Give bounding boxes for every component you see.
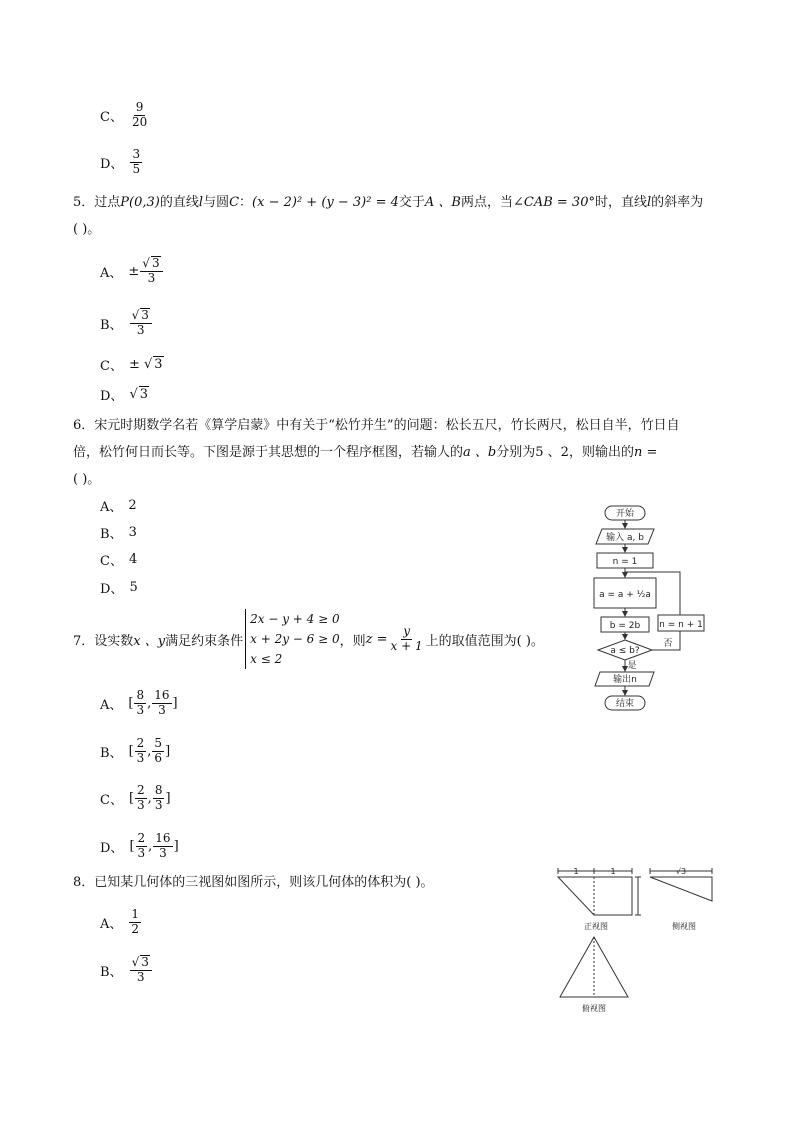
- q6-option-c[interactable]: C、 4: [100, 551, 138, 569]
- front-view-caption: 正视图: [584, 922, 608, 931]
- q5-option-a[interactable]: A、 ± $\frac{√ 3}{3}$: [100, 251, 164, 291]
- front-view-shape: [558, 877, 632, 915]
- flowchart-diagram: [572, 500, 712, 715]
- q7-option-d[interactable]: D、 [ $\frac{2}{3}$ , $\frac{16}{3}$ ]: [100, 830, 179, 860]
- q4-option-c[interactable]: [100, 95, 150, 135]
- fraction: $\frac{9}{20}$: [131, 99, 148, 129]
- dimension-label: 1: [573, 867, 579, 876]
- q4-option-d[interactable]: [100, 142, 143, 182]
- flow-input-text: 输入 a, b: [606, 533, 644, 543]
- q8-option-b[interactable]: B、 $\frac{√ 3}{3}$: [100, 950, 153, 990]
- flow-condition-text: a ≤ b?: [610, 646, 640, 656]
- top-view-caption: 俯视图: [582, 1004, 606, 1013]
- fraction: $\frac{√ 3}{3}$: [130, 308, 152, 338]
- dimension-label: √3: [675, 867, 687, 876]
- fraction: $\frac{3}{5}$: [132, 146, 141, 176]
- question-7-stem: 7． 设实数 x 、y 满足约束条件 2x − y + 4 ≥ 0 x + 2y − 6 ≥ 0 x ≤ 2 ，则 z = $\frac{y}{x + 1}$ 上的取值范围为( )。: [73, 608, 573, 670]
- flow-init-text: n = 1: [612, 557, 638, 567]
- fraction: $\frac{√ 3}{3}$: [130, 955, 152, 985]
- q5-option-d[interactable]: D、 √ 3: [100, 386, 149, 404]
- flow-update-a-text: a = a + ½a: [599, 590, 651, 600]
- fraction: $\frac{√ 3}{3}$: [140, 256, 162, 286]
- fraction: $\frac{1}{2}$: [131, 906, 140, 936]
- question-6-stem: 6．宋元时期数学名若《算学启蒙》中有关于“松竹并生”的问题：松长五尺，竹长两尺，松日自半，竹日自 倍，松竹何日而长等。下图是源于其思想的一个程序框图，若输人的a 、b分别为5 、2，则输出的n = ( )。: [73, 418, 680, 487]
- fraction: $\frac{y}{x + 1}$: [390, 623, 423, 653]
- q6-option-a[interactable]: A、 2: [100, 497, 137, 515]
- flow-yes-label: 是: [627, 661, 637, 671]
- question-5-stem: 5．过点P(0,3)的直线l与圆C：(x − 2)² + (y − 3)² = 4交于A 、B两点，当∠CAB = 30°时，直线l的斜率为 ( )。: [73, 195, 704, 237]
- question-8-stem: 8．已知某几何体的三视图如图所示，则该几何体的体积为( )。: [73, 875, 434, 890]
- flow-output-text: 输出n: [613, 675, 637, 685]
- flow-end-text: 结束: [615, 699, 635, 709]
- flow-start-text: 开始: [615, 509, 635, 519]
- q6-option-d[interactable]: D、 5: [100, 579, 138, 597]
- q8-option-a[interactable]: A、 $\frac{1}{2}$: [100, 906, 140, 936]
- flow-no-label: 否: [663, 639, 673, 649]
- q7-option-c[interactable]: C、 [ $\frac{2}{3}$ , $\frac{8}{3}$ ]: [100, 782, 171, 812]
- side-view-shape: [650, 877, 712, 901]
- q7-option-a[interactable]: A、 [ $\frac{8}{3}$ , $\frac{16}{3}$ ]: [100, 687, 178, 717]
- q5-option-c[interactable]: C、 ± √ 3: [100, 356, 163, 374]
- q6-option-b[interactable]: B、 3: [100, 524, 137, 542]
- q5-option-b[interactable]: B、 $\frac{√ 3}{3}$: [100, 303, 153, 343]
- option-label: D、: [100, 156, 124, 172]
- q7-option-b[interactable]: B、 [ $\frac{2}{3}$ , $\frac{5}{6}$ ]: [100, 735, 171, 765]
- dimension-label: 1: [610, 867, 616, 876]
- option-label: C、: [100, 109, 123, 125]
- side-view-caption: 侧视图: [672, 922, 696, 931]
- flow-increment-text: n = n + 1: [659, 620, 703, 630]
- three-views-figure: [552, 865, 724, 1015]
- flow-update-b-text: b = 2b: [609, 621, 641, 631]
- constraint-system: 2x − y + 4 ≥ 0 x + 2y − 6 ≥ 0 x ≤ 2: [245, 609, 340, 669]
